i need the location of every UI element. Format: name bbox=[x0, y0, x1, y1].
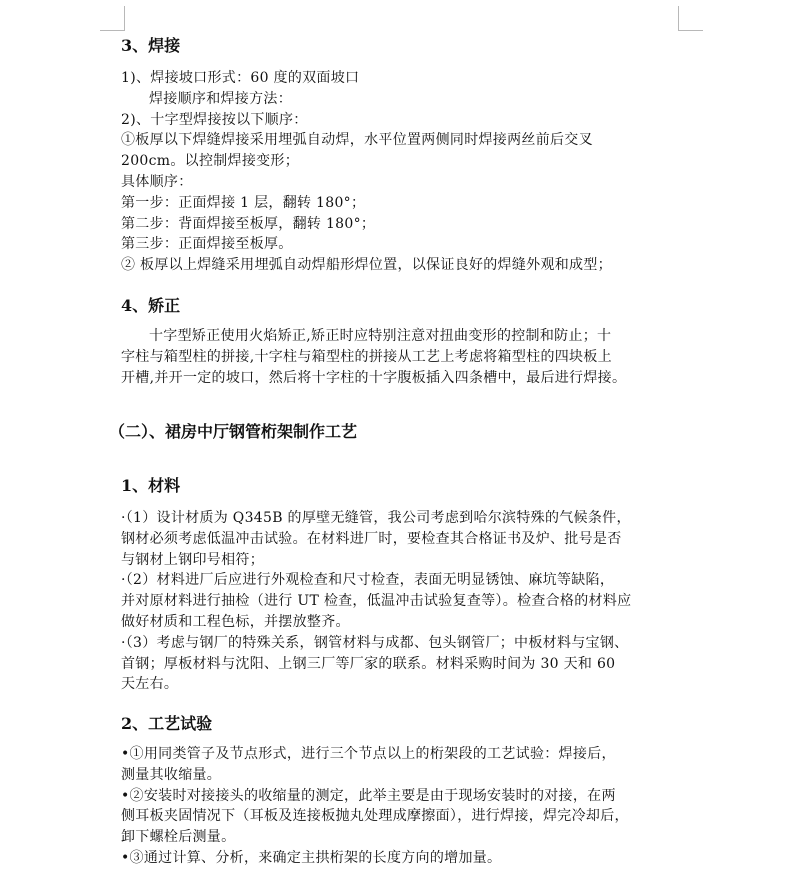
process-test-body bbox=[121, 744, 687, 869]
paragraph-line: 开槽,并开一定的坡口，然后将十字柱的十字腹板插入四条槽中，最后进行焊接。 bbox=[121, 369, 627, 386]
section-welding bbox=[121, 34, 687, 58]
paragraph-line: 卸下螺栓后测量。 bbox=[121, 829, 236, 846]
paragraph-line: 十字型矫正使用火焰矫正,矫正时应特别注意对扭曲变形的控制和防止；十 bbox=[149, 328, 612, 344]
section-heading: 3、焊接 bbox=[121, 36, 181, 55]
paragraph-line: 具体顺序： bbox=[121, 173, 193, 190]
paragraph-line: 2)、十字型焊接按以下顺序： bbox=[121, 111, 308, 128]
paragraph-line: 焊接顺序和焊接方法： bbox=[149, 90, 292, 107]
paragraph-line: ①板厚以下焊缝焊接采用埋弧自动焊，水平位置两侧同时焊接两丝前后交叉 bbox=[121, 132, 593, 149]
paragraph-line: ·（2）材料进厂后应进行外观检查和尺寸检查，表面无明显锈蚀、麻坑等缺陷， bbox=[121, 572, 615, 589]
paragraph-line: 字柱与箱型柱的拼接,十字柱与箱型柱的拼接从工艺上考虑将箱型柱的四块板上 bbox=[121, 348, 612, 365]
paragraph-line: ② 板厚以上焊缝采用埋弧自动焊船形焊位置，以保证良好的焊缝外观和成型； bbox=[121, 257, 612, 274]
part-heading: （二）、裙房中厅钢管桁架制作工艺 bbox=[109, 422, 358, 441]
section-heading: 2、工艺试验 bbox=[121, 714, 213, 733]
paragraph-line: 并对原材料进行抽检（进行 UT 检查，低温冲击试验复查等）。检查合格的材料应 bbox=[121, 593, 632, 610]
paragraph-line: 200cm。以控制焊接变形； bbox=[121, 153, 300, 170]
crop-mark-left bbox=[100, 6, 125, 31]
paragraph-line: 钢材必须考虑低温冲击试验。在材料进厂时，要检查其合格证书及炉、批号是否 bbox=[121, 530, 622, 547]
materials-body bbox=[121, 508, 687, 695]
paragraph-line: •②安装时对接接头的收缩量的测定，此举主要是由于现场安装时的对接，在两 bbox=[121, 787, 616, 804]
section-heading: 4、矫正 bbox=[121, 296, 181, 315]
paragraph-line: ·（1）设计材质为 Q345B 的厚壁无缝管，我公司考虑到哈尔滨特殊的气候条件， bbox=[121, 510, 631, 526]
paragraph-line: ·（3）考虑与钢厂的特殊关系，钢管材料与成都、包头钢管厂；中板材料与宝钢、 bbox=[121, 634, 629, 651]
paragraph-line: 第二步：背面焊接至板厚，翻转 180°； bbox=[121, 215, 376, 232]
welding-body bbox=[121, 68, 687, 276]
paragraph-line: 侧耳板夹固情况下（耳板及连接板抛丸处理成摩擦面），进行焊接，焊完冷却后， bbox=[121, 808, 629, 825]
paragraph-line: 第一步：正面焊接 1 层，翻转 180°； bbox=[121, 194, 366, 211]
paragraph-line: 与钢材上钢印号相符； bbox=[121, 551, 264, 568]
section-heading: 1、材料 bbox=[121, 476, 181, 495]
section-process-test bbox=[121, 712, 687, 736]
paragraph-line: •①用同类管子及节点形式，进行三个节点以上的桁架段的工艺试验：焊接后， bbox=[121, 746, 616, 762]
crop-mark-right bbox=[678, 6, 703, 31]
paragraph-line: 首钢；厚板材料与沈阳、上钢三厂等厂家的联系。材料采购时间为 30 天和 60 bbox=[121, 655, 616, 672]
paragraph-line: 第三步：正面焊接至板厚。 bbox=[121, 236, 293, 253]
straightening-body bbox=[121, 326, 687, 388]
paragraph-line: 1)、焊接坡口形式：60 度的双面坡口 bbox=[121, 70, 360, 86]
paragraph-line: 天左右。 bbox=[121, 676, 179, 693]
paragraph-line: 做好材质和工程色标，并摆放整齐。 bbox=[121, 613, 350, 630]
paragraph-line: 测量其收缩量。 bbox=[121, 766, 222, 783]
section-materials bbox=[121, 474, 687, 498]
paragraph-line: •③通过计算、分析，来确定主拱桁架的长度方向的增加量。 bbox=[121, 849, 502, 866]
section-straightening bbox=[121, 294, 687, 318]
